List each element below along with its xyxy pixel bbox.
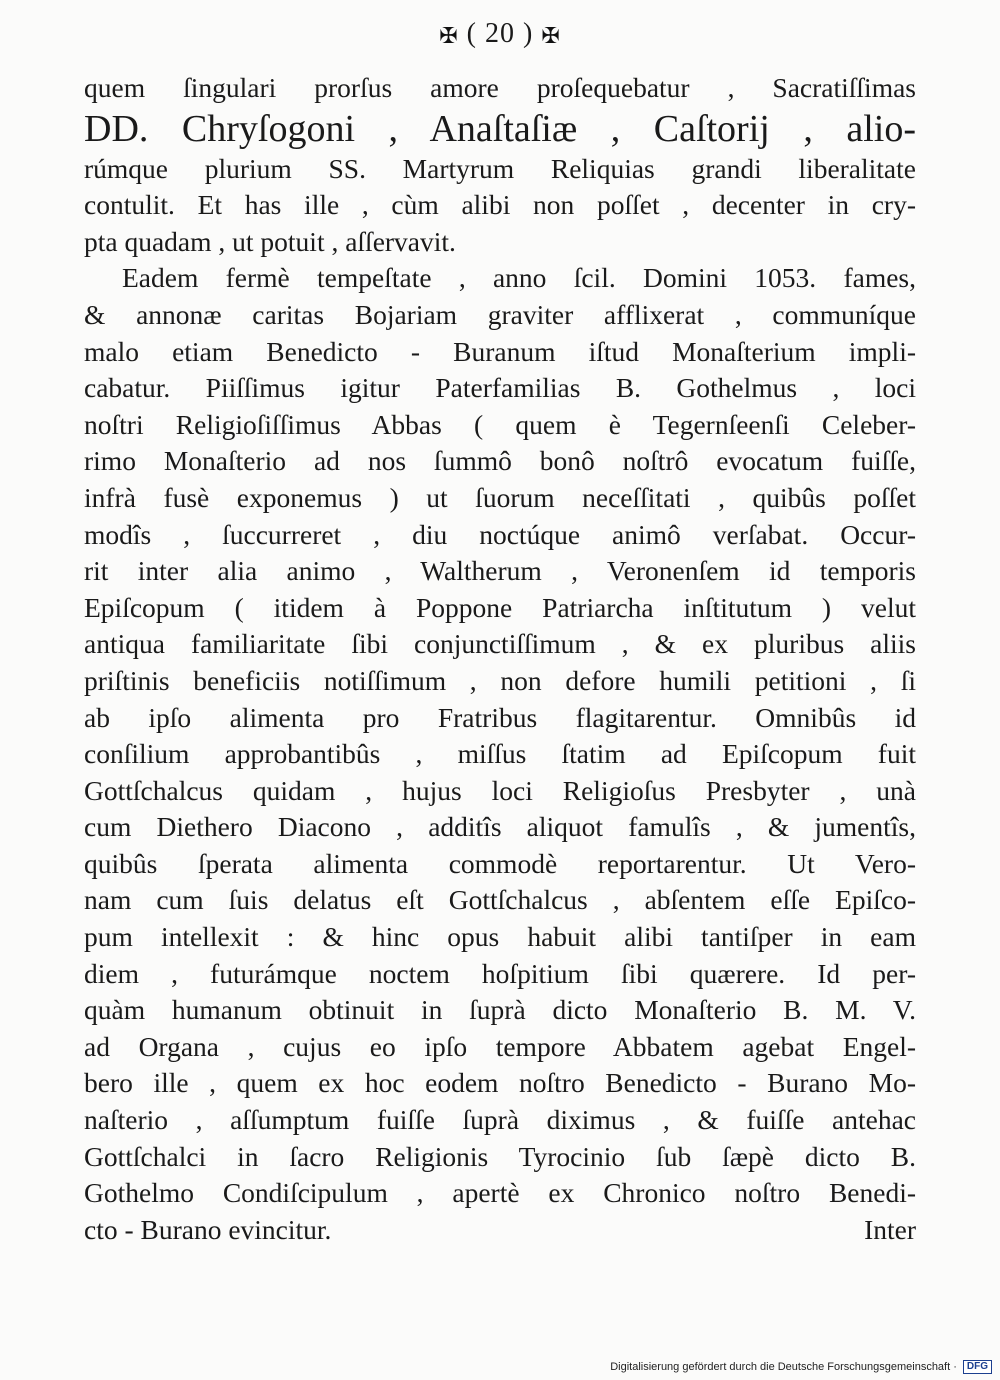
text-line: conſilium approbantibûs , miſſus ſtatim ad Epiſcopum fuit bbox=[84, 738, 916, 770]
dfg-logo-icon: DFG bbox=[963, 1360, 992, 1374]
text-line: priſtinis beneficiis notiſſimum , non defore humili petitioni , ſi bbox=[84, 664, 916, 696]
text-line: rit inter alia animo , Waltherum , Veronenſem id temporis bbox=[84, 555, 916, 587]
text-line: infrà fusè exponemus ) ut ſuorum neceſſitati , quibûs poſſet bbox=[84, 481, 916, 513]
left-ornament-icon: ✠ bbox=[439, 22, 459, 48]
text-line: & annonæ caritas Bojariam graviter afflixerat , communíque bbox=[84, 298, 916, 330]
final-sentence: cto - Burano evincitur. bbox=[84, 1213, 332, 1245]
body-text bbox=[84, 70, 916, 1248]
text-line: Epiſcopum ( itidem à Poppone Patriarcha inſtitutum ) velut bbox=[84, 591, 916, 623]
text-line: bero ille , quem ex hoc eodem noſtro Benedicto - Burano Mo- bbox=[84, 1067, 916, 1099]
text-line: ad Organa , cujus eo ipſo tempore Abbatem agebat Engel- bbox=[84, 1030, 916, 1062]
credit-text: Digitalisierung gefördert durch die Deutsche Forschungsgemeinschaft · bbox=[610, 1361, 957, 1373]
text-line: Gottſchalci in ſacro Religionis Tyrocinio ſub ſæpè dicto B. bbox=[84, 1140, 916, 1172]
text-line: Gothelmo Condiſcipulum , apertè ex Chronico noſtro Benedi- bbox=[84, 1177, 916, 1209]
text-line: rimo Monaſterio ad nos ſummô bonô noſtrô evocatum fuiſſe, bbox=[84, 445, 916, 477]
text-line: rúmque plurium SS. Martyrum Reliquias grandi liberalitate bbox=[84, 152, 916, 184]
text-line: Eadem fermè tempeſtate , anno ſcil. Domini 1053. fames, bbox=[122, 262, 916, 294]
text-line: cum Diethero Diacono , additîs aliquot famulîs , & jumentîs, bbox=[84, 811, 916, 843]
right-ornament-icon: ✠ bbox=[541, 22, 561, 48]
last-text-line bbox=[84, 1212, 916, 1249]
text-line: DD. Chryſogoni , Anaſtaſiæ , Caſtorij , alio- bbox=[84, 107, 916, 150]
text-line: ab ipſo alimenta pro Fratribus flagitarentur. Omnibûs id bbox=[84, 701, 916, 733]
text-line: quibûs ſperata alimenta commodè reportarentur. Ut Vero- bbox=[84, 847, 916, 879]
page-header bbox=[0, 18, 1000, 50]
text-line: quem ſingulari prorſus amore proſequebatur , Sacratiſſimas bbox=[84, 72, 916, 103]
text-line: malo etiam Benedicto - Buranum iſtud Monaſterium impli- bbox=[84, 335, 916, 367]
page-number: ( 20 ) bbox=[466, 18, 534, 49]
text-line: diem , futurámque noctem hoſpitium ſibi quærere. Id per- bbox=[84, 957, 916, 989]
text-line: antiqua familiaritate ſibi conjunctiſſimum , & ex pluribus aliis bbox=[84, 628, 916, 660]
text-line: noſtri Religioſiſſimus Abbas ( quem è Tegernſeenſi Celeber- bbox=[84, 408, 916, 440]
text-line: modîs , ſuccurreret , diu noctúque animô verſabat. Occur- bbox=[84, 518, 916, 550]
text-line: Gottſchalcus quidam , hujus loci Religioſus Presbyter , unà bbox=[84, 774, 916, 806]
text-line: nam cum ſuis delatus eſt Gottſchalcus , abſentem eſſe Epiſco- bbox=[84, 884, 916, 916]
digitization-credit bbox=[610, 1360, 992, 1374]
text-line: pum intellexit : & hinc opus habuit alibi tantiſper in eam bbox=[84, 921, 916, 953]
text-line: cabatur. Piiſſimus igitur Paterfamilias B. Gothelmus , loci bbox=[84, 372, 916, 404]
catchword: Inter bbox=[864, 1213, 916, 1245]
text-line: naſterio , aſſumptum fuiſſe ſuprà diximus , & fuiſſe antehac bbox=[84, 1104, 916, 1136]
text-line: quàm humanum obtinuit in ſuprà dicto Monaſterio B. M. V. bbox=[84, 994, 916, 1026]
text-line: pta quadam , ut potuit , aſſervavit. bbox=[84, 225, 456, 257]
text-line: contulit. Et has ille , cùm alibi non poſſet , decenter in cry- bbox=[84, 189, 916, 221]
